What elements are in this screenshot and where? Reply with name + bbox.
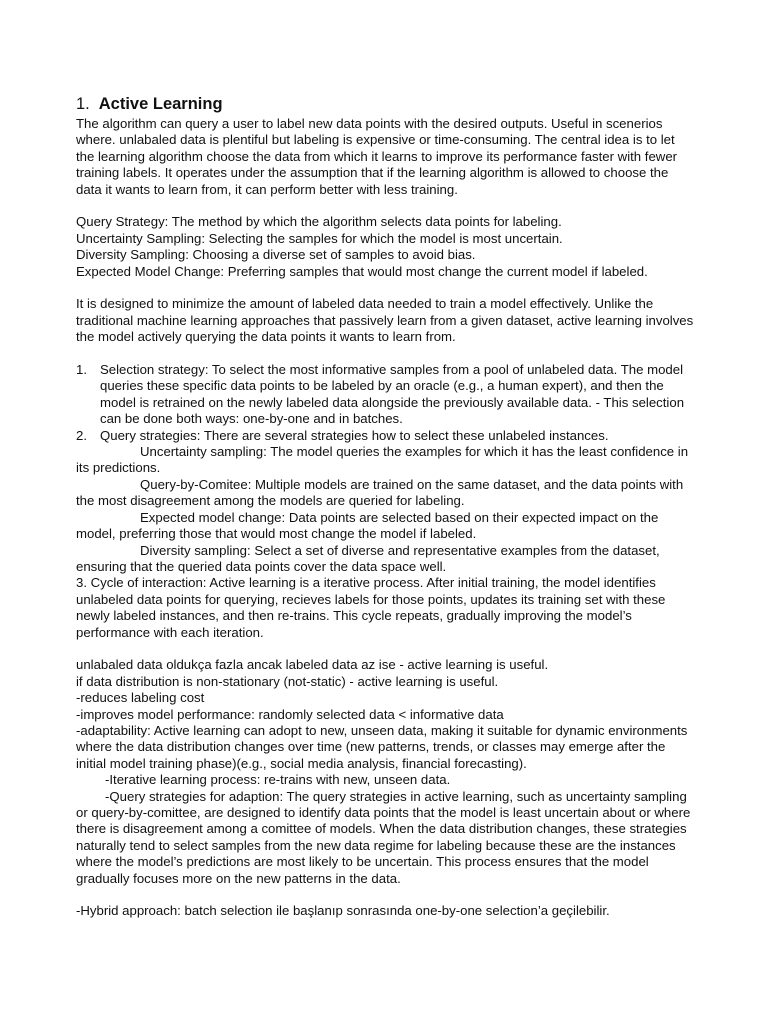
strategy-uncertainty-sampling: Uncertainty sampling: The model queries the examples for which it has the least confidence in its predictions. [76, 444, 689, 476]
section-heading [76, 93, 696, 115]
note-adaptability: -adaptability: Active learning can adopt to new, unseen data, making it suitable for dynamic environments where the data distribution changes over time (new patterns, trends, or classes may emerge after the initial model training phase)(e.g., social media analysis, financial forecasting). [76, 722, 688, 771]
definition-uncertainty-sampling: Uncertainty Sampling: Selecting the samples for which the model is most uncertain. [76, 230, 563, 246]
list-item-query-strategies [76, 428, 696, 444]
note-improves-performance: -improves model performance: randomly selected data < informative data [76, 706, 504, 722]
strategy-diversity-sampling: Diversity sampling: Select a set of diverse and representative examples from the dataset, ensuring that the queried data points cover the data space well. [76, 542, 660, 574]
subnote-iterative: -Iterative learning process: re-trains with new, unseen data. [105, 772, 451, 788]
definition-query-strategy: Query Strategy: The method by which the algorithm selects data points for labeling. [76, 214, 562, 230]
list-item-selection-strategy [76, 362, 696, 428]
definition-expected-model-change: Expected Model Change: Preferring samples that would most change the current model if labeled. [76, 263, 648, 279]
strategy-query-by-comitee: Query-by-Comitee: Multiple models are trained on the same dataset, and the data points with the most disagreement among the models are queried for labeling. [76, 476, 684, 509]
definition-diversity-sampling: Diversity Sampling: Choosing a diverse set of samples to avoid bias. [76, 247, 476, 263]
list-item-text: Query strategies: There are several strategies how to select these unlabeled instances. [100, 427, 609, 443]
note-non-stationary: if data distribution is non-stationary (not-static) - active learning is useful. [76, 673, 499, 689]
section-number: 1. [76, 95, 90, 113]
cycle-paragraph: 3. Cycle of interaction: Active learning is a iterative process. After initial training, the model identifies unlabeled data points for querying, recieves labels for those points, updates its training set with these newly labeled instances, and then re-trains. This cycle repeats, gradually improving the model’s performance with each iteration. [76, 575, 666, 640]
document-page [76, 93, 696, 920]
section-title: Active Learning [98, 95, 223, 113]
list-marker: 1. [76, 362, 87, 378]
hybrid-note: -Hybrid approach: batch selection ile başlanıp sonrasında one-by-one selection’a geçilebilir. [76, 903, 610, 919]
note-reduces-cost: -reduces labeling cost [76, 690, 205, 706]
design-paragraph: It is designed to minimize the amount of labeled data needed to train a model effectively. Unlike the traditional machine learning approaches that passively learn from a given dataset, active learning involves the model actively querying the data points it wants to learn from. [76, 296, 694, 345]
subnote-query-adaption: -Query strategies for adaption: The query strategies in active learning, such as uncertainty sampling or query-by-comittee, are designed to identify data points that the model is least uncertain about or where there is disagreement among a comittee of models. When the data distribution changes, these strategies naturally tend to select samples from the new data regime for labeling because these are the instances where the model’s predictions are most likely to be uncertain. This process ensures that the model gradually focuses more on the new patterns in the data. [76, 788, 691, 886]
strategy-expected-model-change: Expected model change: Data points are selected based on their expected impact on the model, preferring those that would most change the model if labeled. [76, 509, 659, 542]
list-item-text: Selection strategy: To select the most informative samples from a pool of unlabeled data. The model queries these specific data points to be labeled by an oracle (e.g., a human expert), and then the model is retrained on the newly labeled data alongside the previously available data. - This selection can be done both ways: one-by-one and in batches. [100, 362, 685, 427]
note-unlabeled: unlabaled data oldukça fazla ancak labeled data az ise - active learning is useful. [76, 657, 549, 673]
list-marker: 2. [76, 427, 87, 443]
intro-paragraph: The algorithm can query a user to label new data points with the desired outputs. Useful in scenerios where. unlabaled data is plentiful but labeling is expensive or time-consuming. The central idea is to let the learning algorithm choose the data from which it learns to improve its performance faster with fewer training labels. It operates under the assumption that if the learning algorithm is allowed to choose the data it wants to learn from, it can perform better with less training. [76, 116, 678, 197]
